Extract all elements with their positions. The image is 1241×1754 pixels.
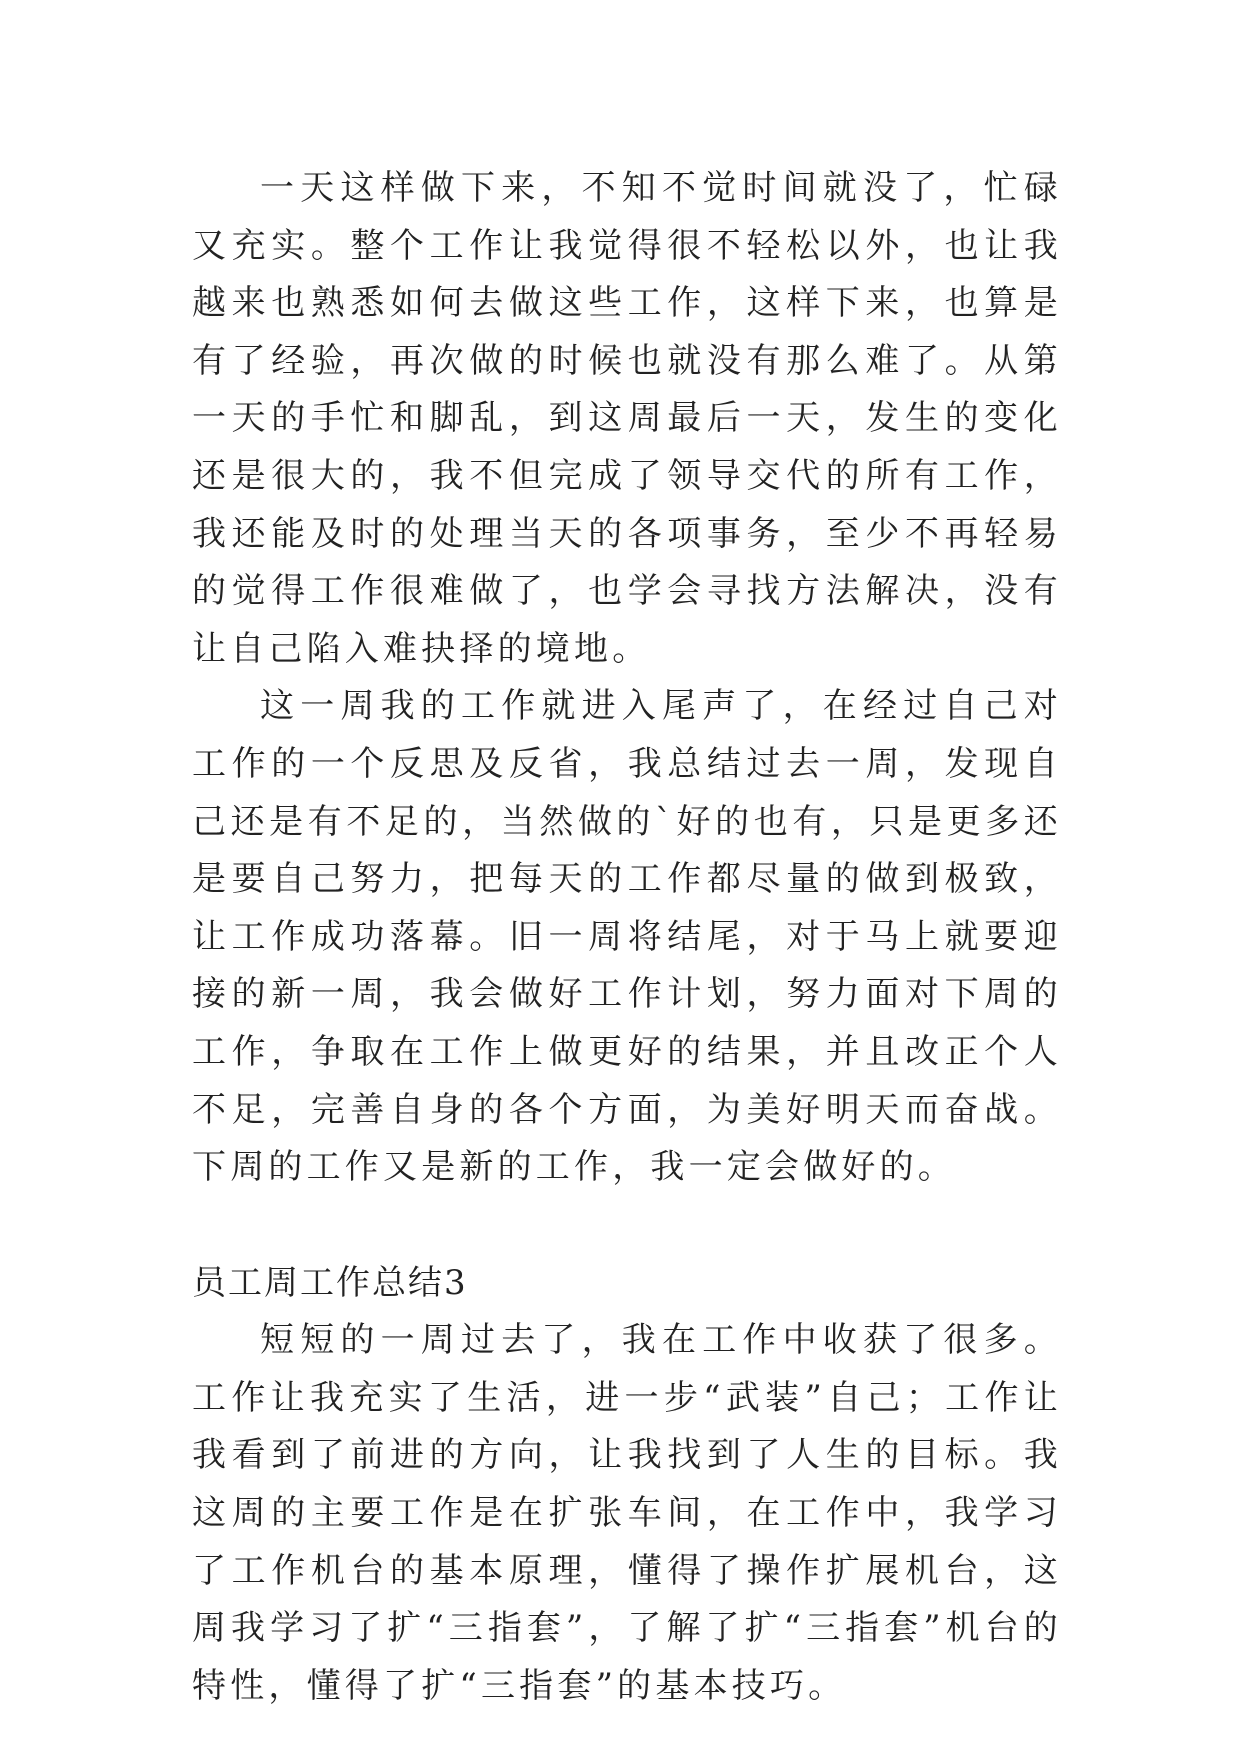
- paragraph-week-summary: 短短的一周过去了，我在工作中收获了很多。工作让我充实了生活，进一步“武装”自己；工作让我看到了前进的方向，让我找到了人生的目标。我这周的主要工作是在扩张车间，在工作中，我学习了工作机台的基本原理，懂得了操作扩展机台，这周我学习了扩“三指套”，了解了扩“三指套”机台的特性，懂得了扩“三指套”的基本技巧。: [192, 1320, 1062, 1706]
- paragraph-week-ending: 这一周我的工作就进入尾声了，在经过自己对工作的一个反思及反省，我总结过去一周，发现自己还是有不足的，当然做的`好的也有，只是更多还是要自己努力，把每天的工作都尽量的做到极致，让工作成功落幕。旧一周将结尾，对于马上就要迎接的新一周，我会做好工作计划，努力面对下周的工作，争取在工作上做更好的结果，并且改正个人不足，完善自身的各个方面，为美好明天而奋战。下周的工作又是新的工作，我一定会做好的。: [192, 686, 1062, 1188]
- document-body: [192, 160, 1062, 1715]
- section-heading: 员工周工作总结3: [192, 1262, 468, 1303]
- paragraph-busy-day: 一天这样做下来，不知不觉时间就没了，忙碌又充实。整个工作让我觉得很不轻松以外，也让我越来也熟悉如何去做这些工作，这样下来，也算是有了经验，再次做的时候也就没有那么难了。从第一天的手忙和脚乱，到这周最后一天，发生的变化还是很大的，我不但完成了领导交代的所有工作，我还能及时的处理当天的各项事务，至少不再轻易的觉得工作很难做了，也学会寻找方法解决，没有让自己陷入难抉择的境地。: [192, 168, 1062, 669]
